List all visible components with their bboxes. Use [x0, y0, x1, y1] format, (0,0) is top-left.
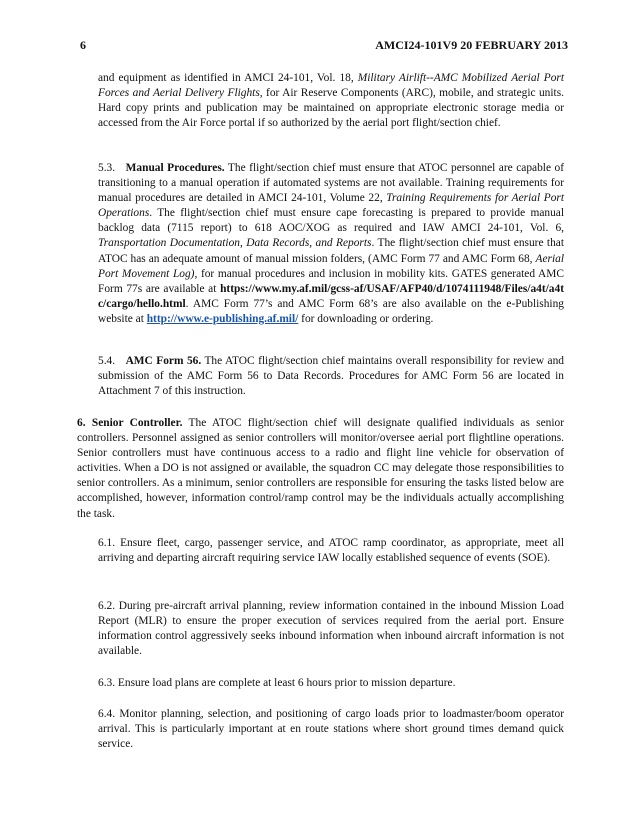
- section-number: 5.4.: [98, 355, 116, 367]
- text-run: . AMC Form 77’s and AMC Form 68’s are also available on the e-Publishing website at: [98, 297, 564, 325]
- gates-url[interactable]: https://www.my.af.mil/gcss-af/USAF/AFP40/d/1074111948/Files/a4t/a4tc/cargo/hello.html: [98, 282, 564, 310]
- italic-title: Training Requirements for Aerial Port Operations: [98, 192, 564, 220]
- section-heading: Manual Procedures.: [125, 162, 225, 174]
- page-number: 6: [80, 38, 86, 52]
- paragraph-6-4: 6.4. Monitor planning, selection, and positioning of cargo loads prior to loadmaster/boom operator arrival. This is particularly important at en route stations where short ground times demand quick service.: [98, 708, 564, 751]
- paragraph-5-4: [98, 354, 564, 399]
- document-title: AMCI24-101V9 20 FEBRUARY 2013: [375, 38, 568, 52]
- paragraph-6: [77, 416, 564, 522]
- section-number: 5.3.: [98, 162, 116, 174]
- e-publishing-link[interactable]: http://www.e-publishing.af.mil/: [146, 312, 299, 325]
- section-heading: AMC Form 56.: [125, 355, 202, 367]
- paragraph-5-3: [98, 161, 564, 327]
- text-run: The flight/section chief must ensure that ATOC personnel are capable of transitioning to a manual operation if automated systems are not available. Training requirements for manual procedures are detailed in AMCI 24-101, Volume 22,: [98, 162, 565, 205]
- italic-title: Military Airlift--AMC Mobilized Aerial Port Forces and Aerial Delivery Flights,: [98, 72, 564, 100]
- text-run: . The flight/section chief must ensure cape forecasting is prepared to provide manual backlog data (7115 report) to 618 AOC/XOG as required and IAW AMCI 24-101, Vol. 6,: [98, 207, 564, 235]
- paragraph-intro: [98, 71, 564, 131]
- paragraph-6-3: 6.3. Ensure load plans are complete at least 6 hours prior to mission departure.: [98, 677, 456, 689]
- text-run: . The flight/section chief must ensure that ATOC has an adequate amount of manual mission folders, (AMC Form 77 and AMC Form 68,: [98, 237, 564, 265]
- text-run: and equipment as identified in AMCI 24-101, Vol. 18,: [98, 72, 358, 84]
- text-run: for manual procedures and inclusion in mobility kits. GATES generated AMC Form 77s are available at: [98, 267, 565, 295]
- text-run: The ATOC flight/section chief will designate qualified individuals as senior controllers. Personnel assigned as senior controllers will monitor/oversee aerial port flightline operations. Senior controllers must have continuous access to a radio and flight line vehicle for observation of activities. When a DO is not assigned or available, the squadron CC may delegate those responsibilities to senior controllers. As a minimum, senior controllers are responsible for ensuring the tasks listed below are accomplished, however, information control/ramp control may be the individuals actually accomplishing the task.: [77, 417, 564, 520]
- paragraph-6-2: 6.2. During pre-aircraft arrival planning, review information contained in the inbound Mission Load Report (MLR) to ensure the proper execution of services required from the aerial port. Ensure information control aggressively seeks inbound information when inbound aircraft information is not available.: [98, 600, 564, 658]
- section-heading: 6. Senior Controller.: [77, 417, 183, 429]
- italic-title: Aerial Port Movement Log),: [98, 252, 564, 280]
- text-run: for downloading or ordering.: [298, 312, 434, 325]
- italic-title: Transportation Documentation, Data Records, and Reports: [98, 237, 372, 250]
- text-run: for Air Reserve Components (ARC), mobile, and strategic units. Hard copy prints and publication may be maintained on appropriate electronic storage media or accessed from the Air Force portal if so authorized by the aerial port flight/section chief.: [98, 87, 564, 130]
- paragraph-6-1: 6.1. Ensure fleet, cargo, passenger service, and ATOC ramp coordinator, as appropriate, meet all arriving and departing aircraft requiring service IAW locally established sequence of events (SOE).: [98, 537, 564, 565]
- page-header: [80, 38, 568, 54]
- text-run: The ATOC flight/section chief maintains overall responsibility for review and submission of the AMC Form 56 to Data Records. Procedures for AMC Form 56 are located in Attachment 7 of this instruction.: [98, 355, 564, 398]
